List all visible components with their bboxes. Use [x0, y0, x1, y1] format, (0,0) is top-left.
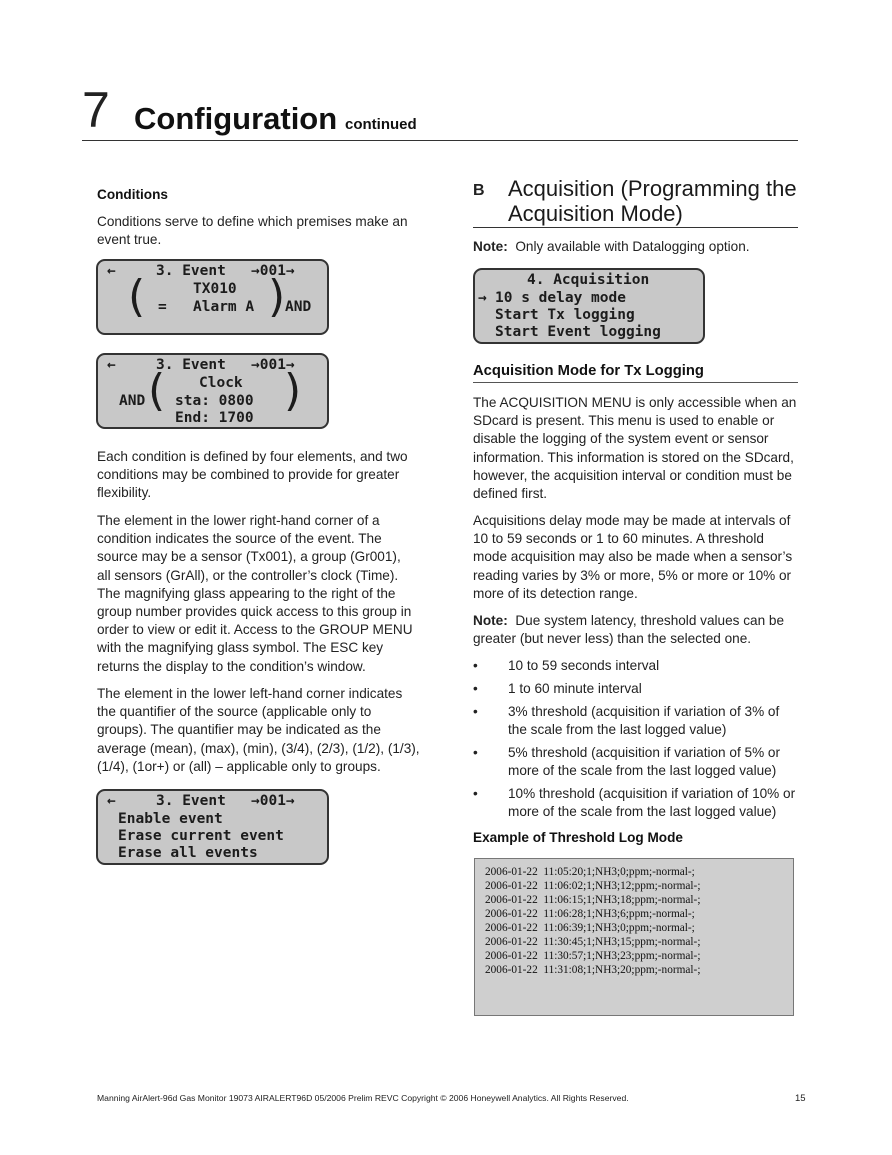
footer-text: Manning AirAlert-96d Gas Monitor 19073 AIRALERT96D 05/2006 Prelim REVC Copyright © 2006 Honeywell Analytics. All Rights Reserved.: [97, 1093, 629, 1103]
note-text: Only available with Datalogging option.: [515, 239, 750, 254]
lcd-event-condition-2: [96, 353, 329, 429]
chapter-title: Configuration: [134, 101, 338, 136]
note-datalogging: [473, 238, 798, 256]
left-arrow-icon: ←: [107, 357, 116, 373]
note-label: Note:: [473, 613, 508, 628]
subheading-rule: [473, 382, 798, 383]
lcd-event-number: →001→: [251, 793, 295, 809]
lcd-menu-item-enable: Enable event: [118, 811, 223, 827]
subheading-tx-logging: Acquisition Mode for Tx Logging: [473, 363, 704, 379]
lcd-menu-item-delay-mode: 10 s delay mode: [495, 290, 626, 306]
lcd-event-number: →001→: [251, 263, 295, 279]
log-line: 2006-01-22 11:30:45;1;NH3;15;ppm;-normal-;: [485, 936, 701, 948]
page-number: 15: [795, 1093, 806, 1104]
log-line: 2006-01-22 11:06:15;1;NH3;18;ppm;-normal-;: [485, 894, 701, 906]
right-paragraph-2: Acquisitions delay mode may be made at intervals of 10 to 59 seconds or 1 to 60 minutes. A threshold mode acquisition may also be made when a sensor’s reading varies by 3% or more, 5% or more or 10% or more of its detection range.: [473, 513, 793, 601]
lcd-source: Clock: [199, 375, 243, 391]
lcd-menu-item-tx-logging: Start Tx logging: [495, 307, 635, 323]
section-letter: B: [473, 182, 485, 199]
section-title: Acquisition (Programming the Acquisition Mode): [508, 176, 797, 226]
chapter-suffix: continued: [345, 116, 417, 133]
lcd-event-menu: [96, 789, 329, 865]
lcd-menu-item-event-logging: Start Event logging: [495, 324, 661, 340]
close-paren-icon: ): [268, 271, 286, 322]
example-heading: Example of Threshold Log Mode: [473, 830, 683, 845]
bullet-icon: •: [473, 704, 478, 719]
close-paren-icon: ): [284, 365, 302, 416]
lcd-start-time: sta: 0800: [175, 393, 254, 409]
left-arrow-icon: ←: [107, 793, 116, 809]
lcd-menu-item-erase-current: Erase current event: [118, 828, 284, 844]
section-rule: [473, 227, 798, 228]
lcd-condition-value: Alarm A: [193, 299, 255, 315]
right-arrow-icon: →: [478, 290, 487, 306]
open-paren-icon: (: [148, 365, 166, 416]
header-rule: [82, 140, 798, 141]
bullet-icon: •: [473, 786, 478, 801]
lcd-line-event: 3. Event: [156, 793, 226, 809]
lcd-event-number: →001→: [251, 357, 295, 373]
left-paragraph-3: The element in the lower left-hand corner indicates the quantifier of the source (applicable only to groups). The quantifier may be indicated as the average (mean), (max), (min), (3/4), (2/3), (1/2), (1/3), (1/4), (1or+) or (all) – applicable only to groups.: [97, 686, 420, 774]
right-paragraph-1: The ACQUISITION MENU is only accessible when an SDcard is present. This menu is used to enable or disable the logging of the system event or sensor information. This information is stored on the SDcard, however, the acquisition interval or condition must be defined first.: [473, 395, 797, 502]
lcd-operator: =: [158, 299, 167, 315]
log-line: 2006-01-22 11:06:28;1;NH3;6;ppm;-normal-;: [485, 908, 695, 920]
lcd-acquisition-menu: [473, 268, 705, 344]
lcd-event-condition-1: [96, 259, 329, 335]
note-text: Due system latency, threshold values can be greater (but never less) than the selected one.: [473, 613, 785, 647]
note-latency: [473, 612, 798, 648]
log-line: 2006-01-22 11:06:39;1;NH3;0;ppm;-normal-;: [485, 922, 695, 934]
lcd-source: TX010: [193, 281, 237, 297]
lcd-line-event: 3. Event: [156, 357, 226, 373]
note-label: Note:: [473, 239, 508, 254]
left-arrow-icon: ←: [107, 263, 116, 279]
bullet-icon: •: [473, 681, 478, 696]
conditions-heading: Conditions: [97, 187, 168, 202]
threshold-log-example: [474, 858, 794, 1016]
lcd-and-label: AND: [285, 299, 312, 315]
lcd-end-time: End: 1700: [175, 410, 254, 426]
log-line: 2006-01-22 11:06:02;1;NH3;12;ppm;-normal-;: [485, 880, 701, 892]
bullet-icon: •: [473, 658, 478, 673]
left-paragraph-1: Each condition is defined by four elements, and two conditions may be combined to provide for greater flexibility.: [97, 449, 408, 501]
lcd-and-label: AND: [119, 393, 146, 409]
log-line: 2006-01-22 11:30:57;1;NH3;23;ppm;-normal-;: [485, 950, 701, 962]
open-paren-icon: (: [128, 271, 146, 322]
lcd-line-event: 3. Event: [156, 263, 226, 279]
lcd-menu-title: 4. Acquisition: [527, 272, 650, 288]
left-paragraph-2: The element in the lower right-hand corner of a condition indicates the source of the event. The source may be a sensor (Tx001), a group (Gr001), all sensors (GrAll), or the controller’s clock (Time). The magnifying glass appearing to the right of the group number provides quick access to this group in order to view or edit it. Access to the GROUP MENU with the magnifying glass symbol. The ESC key returns the display to the condition’s window.: [97, 513, 413, 674]
bullet-icon: •: [473, 745, 478, 760]
chapter-number: 7: [82, 82, 110, 138]
conditions-intro: Conditions serve to define which premises make an event true.: [97, 214, 408, 248]
log-line: 2006-01-22 11:05:20;1;NH3;0;ppm;-normal-;: [485, 866, 695, 878]
lcd-menu-item-erase-all: Erase all events: [118, 845, 258, 861]
log-line: 2006-01-22 11:31:08;1;NH3;20;ppm;-normal-;: [485, 964, 701, 976]
